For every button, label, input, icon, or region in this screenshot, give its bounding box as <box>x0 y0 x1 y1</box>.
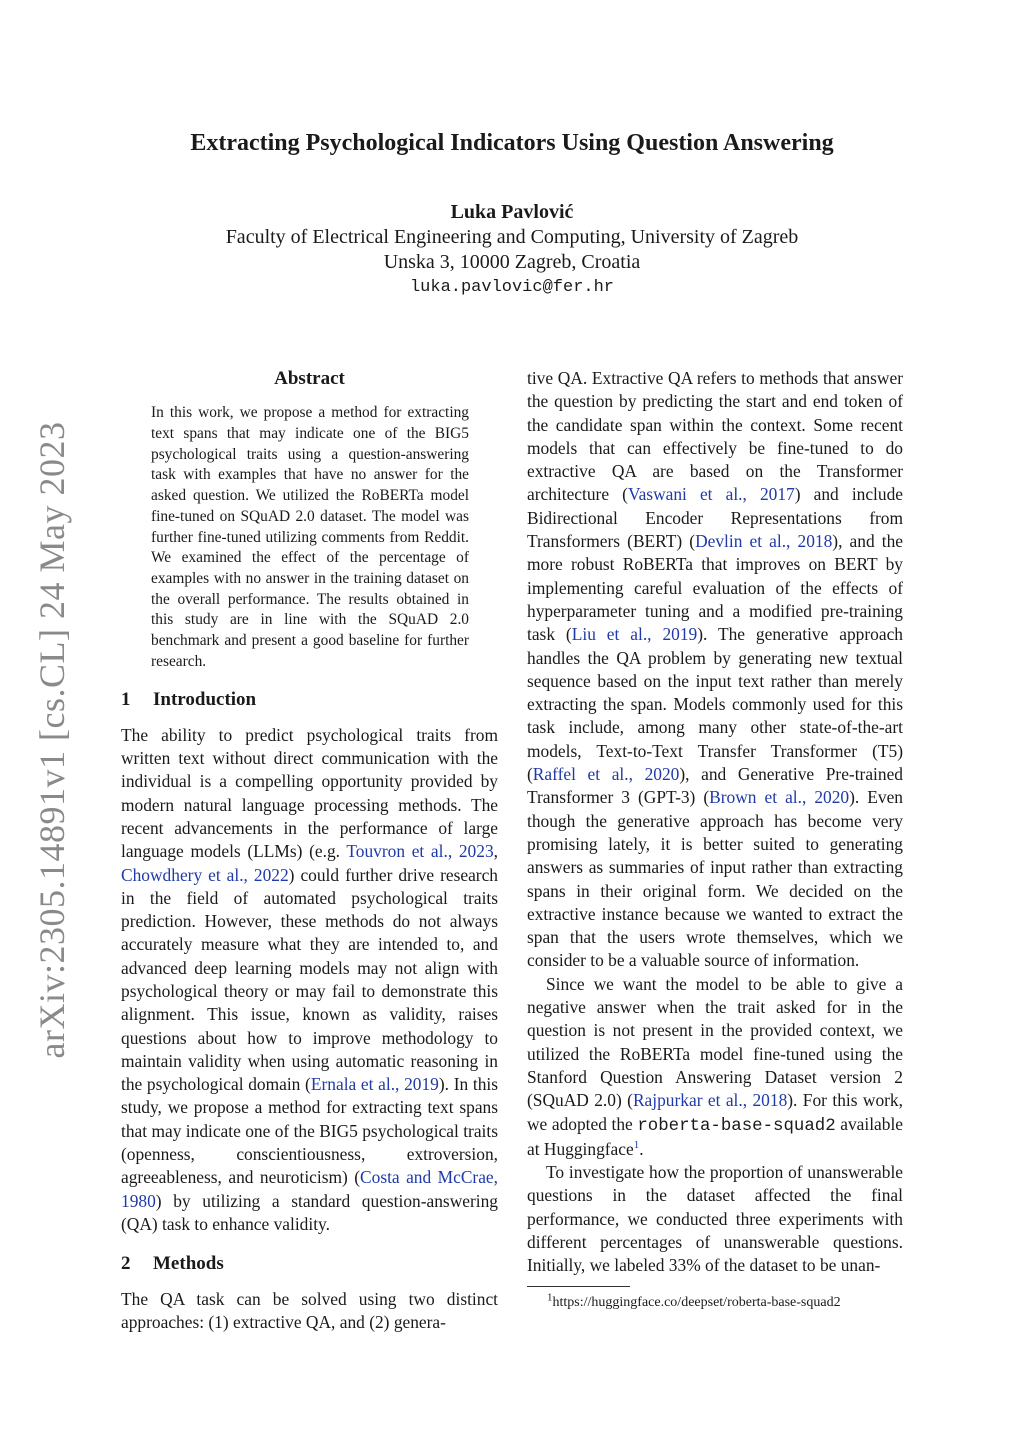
text-run: ). For this work, we adopted the <box>527 1090 903 1134</box>
author-block <box>0 200 1024 300</box>
methods-paragraph-2 <box>527 973 903 1161</box>
arxiv-identifier: arXiv:2305.14891v1 [cs.CL] 24 May 2023 <box>32 421 72 1059</box>
citation-link[interactable]: Brown et al., 2020 <box>709 787 850 808</box>
footnote-marker[interactable]: 1 <box>633 1139 640 1151</box>
text-run: , <box>493 841 498 862</box>
left-column <box>121 367 498 1334</box>
text-run: ). In this study, we propose a method for extracting text spans that may indicate one of the BIG5 psychological traits (openness, conscientiousness, extroversion, agreeableness, and neuroticism) ( <box>121 1074 498 1188</box>
citation-link[interactable]: Raffel et al., 2020 <box>532 764 680 785</box>
author-email[interactable]: luka.pavlovic@fer.hr <box>409 278 615 297</box>
author-affiliation: Faculty of Electrical Engineering and Computing, University of Zagreb <box>225 226 799 248</box>
text-run: ), and Generative Pre-trained Transformer 3 (GPT-3) ( <box>527 764 903 808</box>
citation-link[interactable]: Costa and McCrae, 1980 <box>121 1167 498 1211</box>
text-run: available at Huggingface <box>527 1113 903 1159</box>
paper-title: Extracting Psychological Indicators Using Question Answering <box>190 130 834 156</box>
text-run: . <box>639 1138 644 1159</box>
introduction-paragraph <box>121 724 498 1237</box>
author-address: Unska 3, 10000 Zagreb, Croatia <box>383 251 641 273</box>
text-run: ) and include Bidirectional Encoder Representations from Transformers (BERT) ( <box>527 484 904 552</box>
citation-link[interactable]: Devlin et al., 2018 <box>695 531 833 552</box>
text-run: Since we want the model to be able to give a negative answer when the trait asked for in the question is not present in the provided context, we utilized the RoBERTa model fine-tuned using the Stanford Question Answering Dataset version 2 (SQuAD 2.0) ( <box>527 973 903 1111</box>
citation-link[interactable]: Chowdhery et al., 2022 <box>121 864 289 885</box>
right-column <box>527 367 903 1312</box>
text-run: ). The generative approach handles the QA problem by generating new textual sequence based on the input text rather than merely extracting the span. Models commonly used for this task include, among many other state-of-the-art models, Text-to-Text Transfer Transformer (T5) ( <box>527 624 903 785</box>
citation-link[interactable]: Touvron et al., 2023 <box>346 841 494 862</box>
abstract-heading: Abstract <box>274 368 345 389</box>
text-run: ) by utilizing a standard question-answering (QA) task to enhance validity. <box>121 1190 498 1234</box>
citation-link[interactable]: Vaswani et al., 2017 <box>627 484 795 505</box>
footnote-url[interactable]: https://huggingface.co/deepset/roberta-base-squad2 <box>552 1294 841 1310</box>
section-number: 1 <box>121 689 131 711</box>
section-heading-introduction <box>121 688 498 711</box>
text-run: ), and the more robust RoBERTa that improves on BERT by implementing careful evaluation of the effects of hyperparameter tuning and a modified pre-training task ( <box>527 531 903 645</box>
section-heading-methods <box>121 1252 498 1275</box>
citation-link[interactable]: Rajpurkar et al., 2018 <box>632 1090 788 1111</box>
citation-link[interactable]: Liu et al., 2019 <box>571 624 698 645</box>
footnote-number: 1 <box>547 1290 553 1303</box>
section-title: Introduction <box>153 689 257 711</box>
section-number: 2 <box>121 1253 131 1275</box>
text-run: tive QA. Extractive QA refers to methods that answer the question by predicting the start and end token of the candidate span within the context. Some recent models that can effectively be fine-tuned to do extractive QA are based on the Transformer architecture ( <box>527 368 903 505</box>
methods-paragraph-3: To investigate how the proportion of unanswerable questions in the dataset affected the final performance, we conducted three experiments with different percentages of unanswerable questions. Initially, we labeled 33% of the dataset to be unan- <box>527 1162 903 1276</box>
methods-paragraph-start: The QA task can be solved using two distinct approaches: (1) extractive QA, and (2) genera- <box>121 1288 498 1332</box>
footnote-rule <box>527 1286 630 1287</box>
model-name-code: roberta-base-squad2 <box>637 1116 836 1136</box>
footnote <box>527 1290 903 1312</box>
section-title: Methods <box>153 1253 224 1275</box>
abstract-text: In this work, we propose a method for extracting text spans that may indicate one of the BIG5 psychological traits using a question-answering task with examples that have no answer for the asked question. We utilized the RoBERTa model fine-tuned on SQuAD 2.0 dataset. The model was further fine-tuned utilizing comments from Reddit. We examined the effect of the percentage of examples with no answer in the training dataset on the overall performance. The results obtained in this study are in line with the SQuAD 2.0 benchmark and present a good baseline for further research. <box>151 404 469 670</box>
citation-link[interactable]: Ernala et al., 2019 <box>310 1074 439 1095</box>
text-run: ) could further drive research in the field of automated psychological traits prediction. However, these methods do not always accurately measure what they are intended to, and advanced deep learning models may not align with psychological theory or may fail to demonstrate this alignment. This issue, known as validity, raises questions about how to improve methodology to maintain validity when using automatic reasoning in the psychological domain ( <box>121 864 498 1095</box>
author-name: Luka Pavlović <box>450 201 574 223</box>
methods-paragraph-continued <box>527 367 903 973</box>
text-run: The ability to predict psychological traits from written text without direct communication with the individual is a compelling opportunity provided by modern natural language processing methods. The recent advancements in the performance of large language models (LLMs) (e.g. <box>121 724 498 862</box>
text-run: ). Even though the generative approach has become very promising lately, it is better suited to generating answers as summaries of input rather than extracting spans in their original form. We decided on the extractive instance because we wanted to extract the span that the users wrote themselves, which we consider to be a valuable source of information. <box>527 787 903 971</box>
